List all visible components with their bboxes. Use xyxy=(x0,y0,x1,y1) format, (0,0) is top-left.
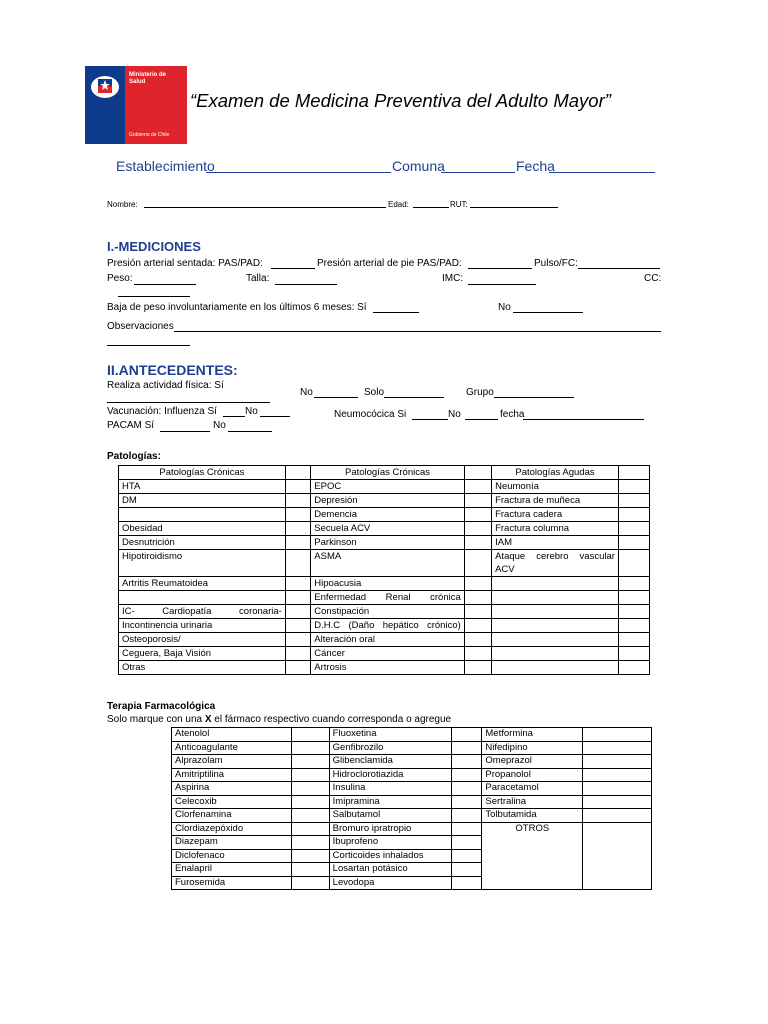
patologia-check-cell[interactable] xyxy=(285,494,310,508)
neumococica-fecha-label: fecha xyxy=(500,409,525,420)
farmaco-name: Clorfenamina xyxy=(172,809,292,823)
neumococica-fecha-field[interactable] xyxy=(523,419,644,420)
pacam-no-label: No xyxy=(213,420,226,431)
patologia-name xyxy=(119,591,286,605)
patologia-check-cell[interactable] xyxy=(618,591,649,605)
pas-pie-label: Presión arterial de pie PAS/PAD: xyxy=(317,258,462,269)
farmacos-table xyxy=(171,727,652,890)
farmaco-check-cell[interactable] xyxy=(291,876,329,890)
terapia-title: Terapia Farmacológica xyxy=(107,701,216,712)
pulso-label: Pulso/FC: xyxy=(534,258,578,269)
patologia-name: IAM xyxy=(492,536,619,550)
patologia-check-cell[interactable] xyxy=(464,661,491,675)
patologia-row xyxy=(119,633,650,647)
pacam-label: PACAM Sí xyxy=(107,420,155,431)
farmaco-name: Aspirina xyxy=(172,782,292,796)
farmaco-check-cell[interactable] xyxy=(452,795,482,809)
farmaco-check-cell[interactable] xyxy=(291,863,329,877)
patologia-row xyxy=(119,494,650,508)
patologia-row xyxy=(119,508,650,522)
patologia-name: Secuela ACV xyxy=(311,522,464,536)
neumococica-no-label: No xyxy=(448,409,461,420)
farmaco-row xyxy=(172,768,652,782)
solo-label: Solo xyxy=(364,387,385,398)
patologia-check-cell[interactable] xyxy=(285,633,310,647)
patologia-check-cell[interactable] xyxy=(618,577,649,591)
patologia-name: Desnutrición xyxy=(119,536,286,550)
farmaco-check-cell[interactable] xyxy=(291,822,329,836)
farmaco-name: Enalapril xyxy=(172,863,292,877)
terapia-instructions: Solo marque con una X el fármaco respectivo cuando corresponda o agregue xyxy=(107,714,452,725)
farmaco-name: Celecoxib xyxy=(172,795,292,809)
farmaco-check-cell[interactable] xyxy=(291,768,329,782)
ministerio-logo xyxy=(85,66,187,144)
patologias-header-row xyxy=(119,466,650,480)
form-title: “Examen de Medicina Preventiva del Adulto Mayor” xyxy=(190,90,611,111)
farmaco-check-cell[interactable] xyxy=(291,836,329,850)
patologia-check-cell[interactable] xyxy=(285,661,310,675)
patologia-name: Ceguera, Baja Visión xyxy=(119,647,286,661)
patologia-name: EPOC xyxy=(311,480,464,494)
logo-blue-field xyxy=(85,66,125,144)
header-cronicas-2: Patologías Crónicas xyxy=(311,466,464,480)
establecimiento-field[interactable] xyxy=(206,172,391,173)
farmaco-check-cell[interactable] xyxy=(452,755,482,769)
baja-peso-label: Baja de peso involuntariamente en los últimos 6 meses: Sí xyxy=(107,302,367,313)
farmaco-name: Tolbutamida xyxy=(482,809,583,823)
farmaco-row xyxy=(172,822,652,836)
patologia-name: Osteoporosis/ xyxy=(119,633,286,647)
patologia-check-cell[interactable] xyxy=(285,550,310,577)
influenza-no-label: No xyxy=(245,406,258,417)
farmaco-check-cell[interactable] xyxy=(452,809,482,823)
baja-peso-no-label: No xyxy=(498,302,511,313)
farmaco-check-cell[interactable] xyxy=(583,782,652,796)
farmaco-name: Bromuro ipratropio xyxy=(329,822,452,836)
patologia-name xyxy=(119,508,286,522)
patologia-name: Alteración oral xyxy=(311,633,464,647)
patologia-row xyxy=(119,647,650,661)
patologia-check-cell[interactable] xyxy=(464,591,491,605)
farmaco-name: Diazepam xyxy=(172,836,292,850)
cc-field[interactable] xyxy=(118,296,190,297)
farmaco-check-cell[interactable] xyxy=(291,809,329,823)
patologia-check-cell[interactable] xyxy=(618,647,649,661)
patologia-name: Demencia xyxy=(311,508,464,522)
talla-field[interactable] xyxy=(275,284,337,285)
fecha-label: Fecha xyxy=(516,158,555,174)
patologia-check-cell[interactable] xyxy=(464,536,491,550)
farmaco-check-cell[interactable] xyxy=(452,863,482,877)
farmaco-row xyxy=(172,755,652,769)
farmaco-name: Furosemida xyxy=(172,876,292,890)
patologia-check-cell[interactable] xyxy=(285,536,310,550)
header-check xyxy=(618,466,649,480)
patologia-name: Enfermedad Renal crónica xyxy=(311,591,464,605)
farmaco-check-cell[interactable] xyxy=(583,768,652,782)
pacam-si-field[interactable] xyxy=(160,431,210,432)
mediciones-title: I.-MEDICIONES xyxy=(107,239,201,254)
farmaco-name: Losartan potásico xyxy=(329,863,452,877)
farmaco-name: Ibuprofeno xyxy=(329,836,452,850)
patologia-name: Hipotiroidismo xyxy=(119,550,286,577)
farmaco-name: Clordiazepóxido xyxy=(172,822,292,836)
patologia-name: IC- Cardiopatía coronaria- xyxy=(119,605,286,619)
patologia-check-cell[interactable] xyxy=(618,605,649,619)
patologia-row xyxy=(119,550,650,577)
patologia-name: DM xyxy=(119,494,286,508)
actividad-label: Realiza actividad física: Sí xyxy=(107,380,224,391)
patologia-check-cell[interactable] xyxy=(464,633,491,647)
farmaco-name: Salbutamol xyxy=(329,809,452,823)
comuna-field[interactable] xyxy=(441,172,515,173)
farmaco-check-cell[interactable] xyxy=(583,809,652,823)
patologia-name xyxy=(492,619,619,633)
patologias-label: Patologías: xyxy=(107,451,161,462)
header-agudas: Patologías Agudas xyxy=(492,466,619,480)
pas-sentada-label: Presión arterial sentada: PAS/PAD: xyxy=(107,258,263,269)
farmaco-check-cell[interactable] xyxy=(452,782,482,796)
header-check xyxy=(464,466,491,480)
patologia-name xyxy=(492,633,619,647)
patologia-check-cell[interactable] xyxy=(464,647,491,661)
farmaco-name: Omeprazol xyxy=(482,755,583,769)
farmaco-name: Metformina xyxy=(482,728,583,742)
patologia-name xyxy=(492,577,619,591)
solo-field[interactable] xyxy=(384,397,444,398)
patologia-name xyxy=(492,591,619,605)
patologia-name xyxy=(492,605,619,619)
talla-label: Talla: xyxy=(246,273,270,284)
influenza-no-field[interactable] xyxy=(260,416,290,417)
farmaco-check-cell[interactable] xyxy=(291,782,329,796)
patologia-check-cell[interactable] xyxy=(285,508,310,522)
imc-label: IMC: xyxy=(442,273,464,284)
actividad-no-field[interactable] xyxy=(314,397,358,398)
farmaco-name: Imipramina xyxy=(329,795,452,809)
nombre-label: Nombre: xyxy=(107,200,138,209)
patologia-check-cell[interactable] xyxy=(285,619,310,633)
peso-field[interactable] xyxy=(134,284,196,285)
patologia-name: Constipación xyxy=(311,605,464,619)
pas-pie-field[interactable] xyxy=(468,268,532,269)
peso-label: Peso: xyxy=(107,273,133,284)
farmaco-name: Fluoxetina xyxy=(329,728,452,742)
farmaco-check-cell[interactable] xyxy=(583,741,652,755)
influenza-si-field[interactable] xyxy=(223,416,245,417)
patologia-check-cell[interactable] xyxy=(464,619,491,633)
patologia-check-cell[interactable] xyxy=(464,605,491,619)
farmaco-check-cell[interactable] xyxy=(291,728,329,742)
farmaco-check-cell[interactable] xyxy=(452,849,482,863)
pas-sentada-field[interactable] xyxy=(271,268,315,269)
patologia-row xyxy=(119,605,650,619)
pacam-no-field[interactable] xyxy=(228,431,272,432)
grupo-label: Grupo xyxy=(466,387,494,398)
cc-label: CC: xyxy=(644,273,662,284)
neumococica-label: Neumocócica Si xyxy=(334,409,407,420)
establecimiento-label: Establecimiento xyxy=(116,158,215,174)
farmaco-check-cell[interactable] xyxy=(452,876,482,890)
farmaco-check-cell[interactable] xyxy=(291,755,329,769)
farmaco-row xyxy=(172,795,652,809)
patologia-name: Fractura de muñeca xyxy=(492,494,619,508)
patologia-name: Fractura cadera xyxy=(492,508,619,522)
patologia-check-cell[interactable] xyxy=(285,522,310,536)
farmaco-check-cell[interactable] xyxy=(452,741,482,755)
antecedentes-title: II.ANTECEDENTES: xyxy=(107,362,238,378)
farmaco-name: Atenolol xyxy=(172,728,292,742)
patologia-name: ASMA xyxy=(311,550,464,577)
patologia-name: Otras xyxy=(119,661,286,675)
vacunacion-label: Vacunación: Influenza Sí xyxy=(107,406,217,417)
neumococica-si-field[interactable] xyxy=(412,419,448,420)
patologia-check-cell[interactable] xyxy=(464,494,491,508)
patologias-table xyxy=(118,465,650,675)
patologia-check-cell[interactable] xyxy=(618,619,649,633)
baja-peso-si-field[interactable] xyxy=(373,312,419,313)
edad-field[interactable] xyxy=(413,207,449,208)
farmaco-name: Levodopa xyxy=(329,876,452,890)
patologia-name: Parkinson xyxy=(311,536,464,550)
farmaco-name: Diclofenaco xyxy=(172,849,292,863)
patologia-name: Ataque cerebro vascular ACV xyxy=(492,550,619,577)
patologia-row xyxy=(119,536,650,550)
patologia-name: Cáncer xyxy=(311,647,464,661)
patologia-name: HTA xyxy=(119,480,286,494)
farmaco-row xyxy=(172,741,652,755)
patologia-check-cell[interactable] xyxy=(464,508,491,522)
farmaco-check-cell[interactable] xyxy=(583,728,652,742)
rut-field[interactable] xyxy=(470,207,558,208)
patologia-name: Neumonía xyxy=(492,480,619,494)
nombre-field[interactable] xyxy=(144,207,386,208)
otros-check-cell[interactable] xyxy=(583,822,652,890)
farmaco-name: Propanolol xyxy=(482,768,583,782)
header-check xyxy=(285,466,310,480)
patologia-check-cell[interactable] xyxy=(285,605,310,619)
patologia-name: Hipoacusia xyxy=(311,577,464,591)
otros-cell[interactable]: OTROS xyxy=(482,822,583,890)
fecha-field[interactable] xyxy=(549,172,655,173)
patologia-row xyxy=(119,661,650,675)
farmaco-name: Paracetamol xyxy=(482,782,583,796)
patologia-name xyxy=(492,661,619,675)
patologia-name: Depresión xyxy=(311,494,464,508)
actividad-no-label: No xyxy=(300,387,313,398)
header-cronicas-1: Patologías Crónicas xyxy=(119,466,286,480)
patologia-check-cell[interactable] xyxy=(285,480,310,494)
actividad-si-field[interactable] xyxy=(107,402,270,403)
patologia-check-cell[interactable] xyxy=(618,661,649,675)
grupo-field[interactable] xyxy=(494,397,574,398)
farmaco-name: Insulina xyxy=(329,782,452,796)
observaciones-field-2[interactable] xyxy=(107,345,190,346)
imc-field[interactable] xyxy=(468,284,536,285)
logo-gov-text: Gobierno de Chile xyxy=(129,132,170,138)
patologia-check-cell[interactable] xyxy=(618,550,649,577)
patologia-check-cell[interactable] xyxy=(285,591,310,605)
farmaco-name: Glibenclamida xyxy=(329,755,452,769)
farmaco-check-cell[interactable] xyxy=(291,795,329,809)
patologia-row xyxy=(119,522,650,536)
patologia-row xyxy=(119,619,650,633)
patologia-check-cell[interactable] xyxy=(618,536,649,550)
farmaco-name: Amitriptilina xyxy=(172,768,292,782)
rut-label: RUT: xyxy=(450,200,468,209)
patologia-name: Fractura columna xyxy=(492,522,619,536)
farmaco-check-cell[interactable] xyxy=(583,755,652,769)
patologia-check-cell[interactable] xyxy=(618,494,649,508)
patologia-check-cell[interactable] xyxy=(618,508,649,522)
patologia-check-cell[interactable] xyxy=(464,577,491,591)
farmaco-check-cell[interactable] xyxy=(291,741,329,755)
farmaco-check-cell[interactable] xyxy=(291,849,329,863)
farmaco-check-cell[interactable] xyxy=(452,728,482,742)
patologia-name: D.H.C (Daño hepático crónico) xyxy=(311,619,464,633)
farmaco-check-cell[interactable] xyxy=(452,822,482,836)
farmaco-row xyxy=(172,809,652,823)
farmaco-row xyxy=(172,728,652,742)
observaciones-field[interactable] xyxy=(174,331,661,332)
farmaco-row xyxy=(172,782,652,796)
farmaco-name: Hidroclorotiazida xyxy=(329,768,452,782)
patologia-check-cell[interactable] xyxy=(285,577,310,591)
neumococica-no-field[interactable] xyxy=(465,419,498,420)
pulso-field[interactable] xyxy=(578,268,660,269)
patologia-name: Artritis Reumatoidea xyxy=(119,577,286,591)
patologia-check-cell[interactable] xyxy=(464,522,491,536)
patologia-check-cell[interactable] xyxy=(618,522,649,536)
logo-text: Ministerio de Salud xyxy=(129,72,167,85)
baja-peso-no-field[interactable] xyxy=(513,312,583,313)
patologia-check-cell[interactable] xyxy=(285,647,310,661)
farmaco-name: Genfibrozilo xyxy=(329,741,452,755)
patologia-name xyxy=(492,647,619,661)
farmaco-name: Sertralina xyxy=(482,795,583,809)
coat-of-arms-icon xyxy=(88,70,122,100)
farmaco-check-cell[interactable] xyxy=(583,795,652,809)
observaciones-label: Observaciones xyxy=(107,321,174,332)
farmaco-check-cell[interactable] xyxy=(452,768,482,782)
patologia-check-cell[interactable] xyxy=(464,480,491,494)
patologia-row xyxy=(119,591,650,605)
edad-label: Edad: xyxy=(388,200,409,209)
farmaco-name: Corticoides inhalados xyxy=(329,849,452,863)
farmaco-name: Alprazolam xyxy=(172,755,292,769)
patologia-check-cell[interactable] xyxy=(618,633,649,647)
patologia-name: Obesidad xyxy=(119,522,286,536)
comuna-label: Comuna xyxy=(392,158,445,174)
patologia-name: Artrosis xyxy=(311,661,464,675)
patologia-row xyxy=(119,577,650,591)
farmaco-name: Nifedipino xyxy=(482,741,583,755)
patologia-row xyxy=(119,480,650,494)
farmaco-check-cell[interactable] xyxy=(452,836,482,850)
patologia-check-cell[interactable] xyxy=(464,550,491,577)
farmaco-name: Anticoagulante xyxy=(172,741,292,755)
patologia-name: Incontinencia urinaria xyxy=(119,619,286,633)
patologia-check-cell[interactable] xyxy=(618,480,649,494)
